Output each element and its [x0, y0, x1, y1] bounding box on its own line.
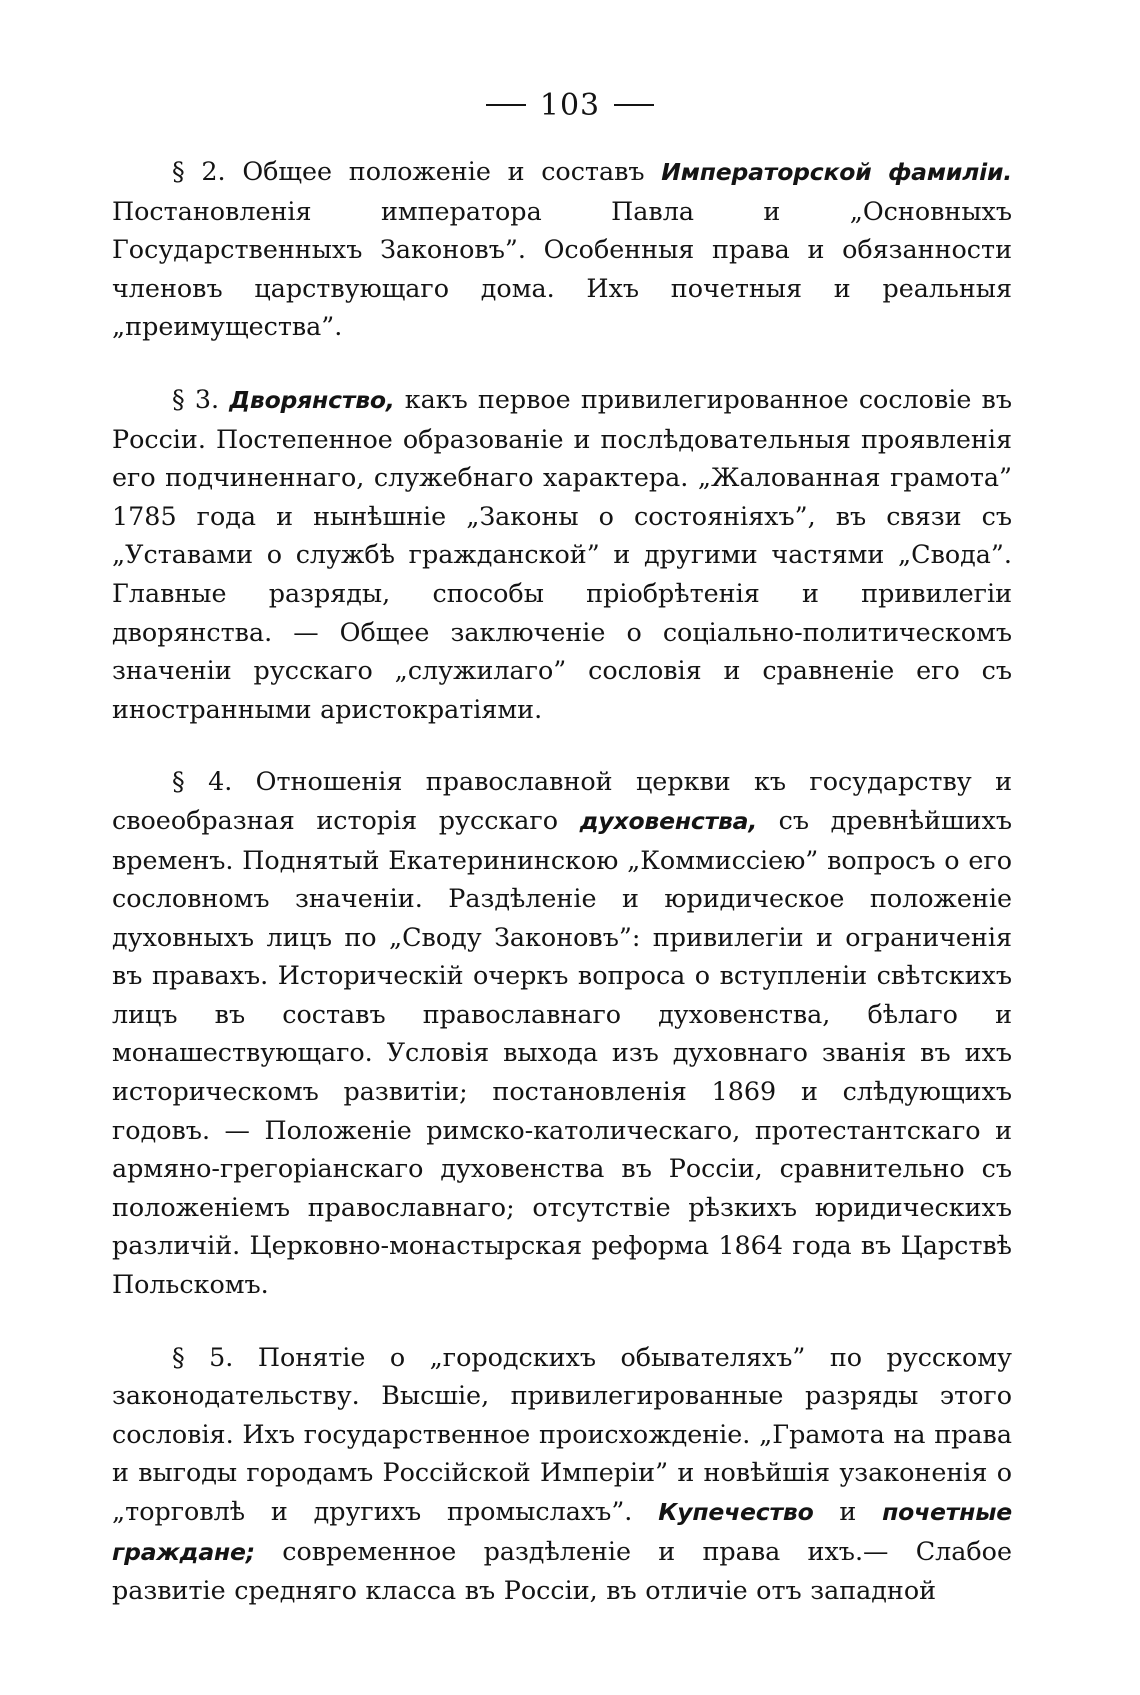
- section-4-paragraph: [112, 762, 1012, 1303]
- emphasized-term: Купечество: [658, 1498, 814, 1526]
- paragraph-text: какъ первое привилегированное сословіе въ Россіи. Постепенное образованіе и послѣдовательныя проявленія его подчиненнаго, служебнаго характера. „Жалованная грамота” 1785 года и нынѣшніе „Законы о состояніяхъ”, въ связи съ „Уставами о службѣ гражданской” и другими частями „Свода”. Главные разряды, способы пріобрѣтенія и привилегіи дворянства. — Общее заключеніе о соціально-политическомъ значеніи русскаго „служилаго” сословія и сравненіе его съ иностранными аристократіями.: [112, 383, 1012, 724]
- section-number: § 4.: [172, 766, 233, 797]
- page-number: [0, 88, 1140, 124]
- section-number: § 5.: [172, 1341, 234, 1372]
- section-number: § 2.: [172, 156, 226, 186]
- emphasized-term: почетные граждане;: [112, 1498, 1012, 1566]
- paragraph-text: съ древнѣйшихъ временъ. Поднятый Екатерининскою „Коммиссіею” вопросъ о его сословномъ значеніи. Раздѣленіе и юридическое положеніе духовныхъ лицъ по „Своду Законовъ”: привилегіи и ограниченія въ правахъ. Историческій очеркъ вопроса о вступленіи свѣтскихъ лицъ въ составъ православнаго духовенства, бѣлаго и монашествующаго. Условія выхода изъ духовнаго званія въ ихъ историческомъ развитіи; постановленія 1869 и слѣдующихъ годовъ. — Положеніе римско-католическаго, протестантскаго и армяно-грегоріанскаго духовенства въ Россіи, сравнительно съ положеніемъ православнаго; отсутствіе рѣзкихъ юридическихъ различій. Церковно-монастырская реформа 1864 года въ Царствѣ Польскомъ.: [112, 804, 1012, 1300]
- paragraph-text: Постановленія императора Павла и „Основныхъ Государственныхъ Законовъ”. Особенныя права и обязанности членовъ царствующаго дома. Ихъ почетныя и реальныя „преимущества”.: [112, 195, 1012, 342]
- section-number: § 3.: [172, 383, 220, 414]
- paragraph-text: Понятіе о „городскихъ обывателяхъ” по русскому законодательству. Высшіе, привилегированные разряды этого сословія. Ихъ государственное происхожденіе. „Грамота на права и выгоды городамъ Россійской Имперіи” и новѣйшія узаконенія о „торговлѣ и другихъ промыслахъ”.: [112, 1341, 1012, 1526]
- body-text: [112, 152, 1012, 1610]
- emphasized-term: духовенства,: [579, 806, 758, 835]
- page-number-value: 103: [539, 88, 601, 123]
- left-dash: [486, 104, 526, 106]
- right-dash: [614, 104, 654, 106]
- paragraph-text: [219, 384, 229, 414]
- paragraph-text: и: [813, 1496, 883, 1526]
- paragraph-text: современное раздѣленіе и права ихъ.— Слабое развитіе средняго класса въ Россіи, въ отличіе отъ западной: [112, 1535, 1012, 1606]
- paragraph-text: Общее положеніе и составъ: [225, 156, 662, 186]
- paragraph-text: Отношенія православной церкви къ государству и своеобразная исторія русскаго: [112, 766, 1012, 835]
- section-3-paragraph: [112, 380, 1012, 728]
- section-5-paragraph: [112, 1338, 1012, 1610]
- emphasized-term: Императорской фамиліи.: [661, 158, 1012, 186]
- section-2-paragraph: [112, 152, 1012, 346]
- emphasized-term: Дворянство,: [229, 385, 395, 414]
